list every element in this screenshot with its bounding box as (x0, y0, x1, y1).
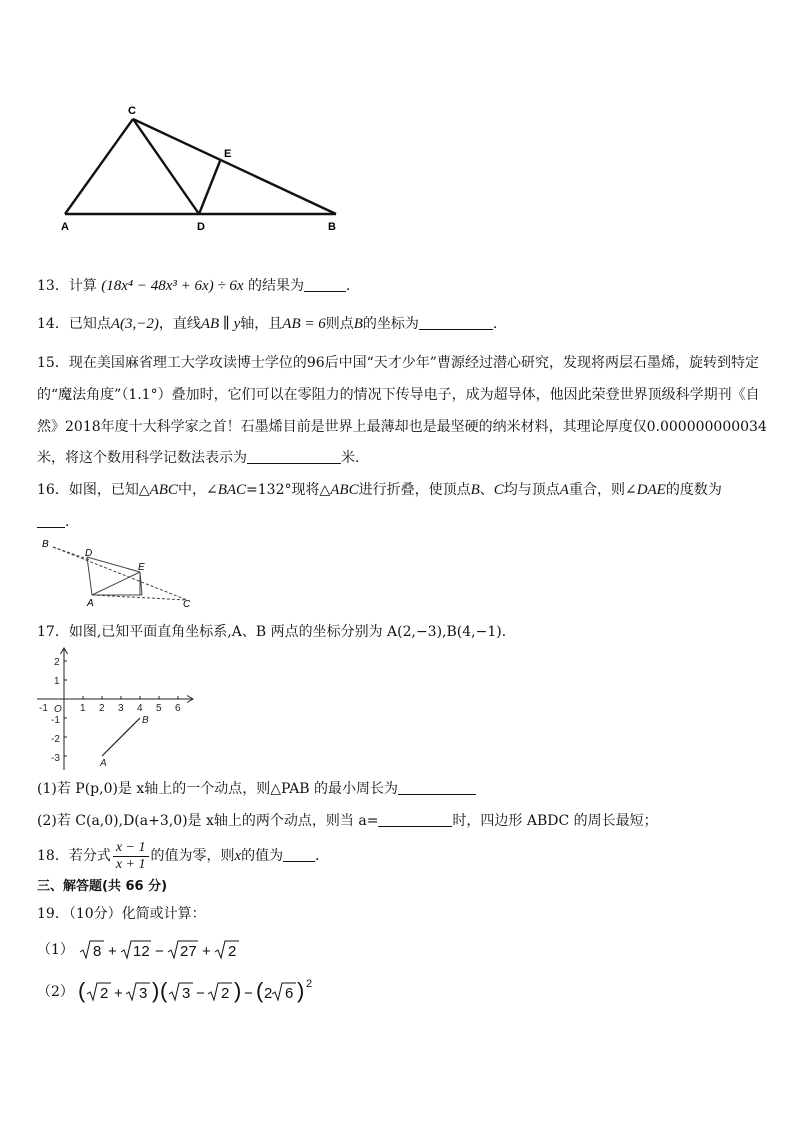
svg-text:3: 3 (182, 985, 191, 1002)
problem-13: 13．计算 (18x⁴ − 48x³ + 6x) ÷ 6x 的结果为 ． (37, 278, 361, 294)
svg-text:+: + (108, 943, 118, 960)
label-c: C (183, 599, 191, 610)
radical-expression-1 (78, 937, 278, 963)
x-tick-label: 3 (118, 703, 124, 714)
label-b: B (42, 539, 49, 550)
label-c: C (128, 105, 136, 117)
problem-17-part-2: (2)若 C(a,0),D(a+3,0)是 x轴上的两个动点，则当 a= 时，四边形 ABDC 的周长最短； (37, 813, 658, 829)
label-a: A (61, 221, 69, 233)
x-tick-label: 2 (99, 703, 105, 714)
section-heading: 三、解答题(共 66 分) (37, 879, 168, 894)
x-tick-label: 6 (175, 703, 181, 714)
svg-text:6: 6 (285, 985, 294, 1002)
y-tick-label: -2 (51, 734, 60, 745)
svg-text:): ) (234, 978, 242, 1003)
svg-text:2: 2 (264, 985, 273, 1002)
expression: (18x⁴ − 48x³ + 6x) ÷ 6x (101, 278, 244, 294)
answer-blank[interactable] (37, 513, 65, 528)
svg-text:2: 2 (100, 985, 109, 1002)
problem-17-part-1: (1)若 P(p,0)是 x轴上的一个动点，则△PAB 的最小周长为 (37, 779, 760, 799)
triangle-figure-abc (55, 100, 355, 235)
problem-16: 16．如图，已知△ABC中，∠BAC=132°现将△ABC进行折叠，使顶点B、C均与顶点A重合，则∠DAE的度数为 (37, 482, 722, 498)
svg-text:−: − (244, 985, 254, 1002)
problem-16-blank-line: ． (37, 512, 760, 532)
svg-text:27: 27 (180, 943, 198, 960)
x-tick-label: 1 (80, 703, 86, 714)
problem-15-line-4: 米，将这个数用科学记数法表示为 米. (37, 450, 360, 466)
fold-figure-abc (37, 535, 197, 610)
svg-text:12: 12 (133, 943, 151, 960)
svg-text:): ) (152, 978, 160, 1003)
x-tick-label: -1 (39, 703, 48, 714)
answer-blank[interactable] (283, 847, 315, 862)
coordinate-plane (35, 645, 200, 775)
svg-text:2: 2 (221, 985, 230, 1002)
fraction: $\frac{x - 1}{x + 1}$ (113, 840, 149, 873)
svg-text:+: + (114, 985, 124, 1002)
svg-text:−: − (196, 985, 206, 1002)
svg-text:(: ( (256, 978, 264, 1003)
x-tick-label: 4 (137, 703, 143, 714)
problem-19-part-2: （2） ( 2 + 3 ) ( 3 − 2 ) − ( 2 6 ) 2 (37, 977, 760, 1007)
problem-18: 18．若分式 $\frac{x - 1}{x + 1}$ 的值为零，则x的值为 ． (37, 839, 330, 872)
y-tick-label: 1 (54, 676, 60, 687)
problem-14: 14．已知点A(3,−2)，直线AB ∥ y轴，且AB = 6则点B的坐标为 . (37, 316, 498, 332)
svg-text:(: ( (78, 978, 86, 1003)
answer-blank[interactable] (378, 812, 452, 827)
label-d: D (85, 548, 93, 559)
answer-blank[interactable] (304, 277, 346, 292)
y-tick-label: 2 (54, 657, 60, 668)
label-b: B (328, 221, 336, 233)
x-tick-label: 5 (156, 703, 162, 714)
label-e: E (224, 148, 232, 160)
y-tick-label: -3 (51, 753, 60, 764)
problem-15-line-1: 15．现在美国麻省理工大学攻读博士学位的96后中国“天才少年”曹源经过潜心研究，发现将两层石墨烯，旋转到特定 (37, 355, 759, 371)
label-a: A (87, 598, 94, 609)
origin-label: O (54, 704, 62, 715)
svg-text:): ) (297, 978, 305, 1003)
svg-text:8: 8 (93, 943, 102, 960)
problem-15-line-3: 然》2018年度十大科学家之首！石墨烯目前是世界上最薄却也是最坚硬的纳米材料，其理论厚度仅0.000000000034 (37, 419, 767, 435)
point-b-label: B (142, 715, 149, 726)
answer-blank[interactable] (419, 315, 493, 330)
y-tick-label: -1 (51, 715, 60, 726)
point-a-label: A (100, 758, 107, 769)
svg-text:(: ( (160, 978, 168, 1003)
problem-15-line-2: 的“魔法角度”（1.1°）叠加时，它们可以在零阻力的情况下传导电子，成为超导体，他因此荣登世界顶级科学期刊《自 (37, 387, 760, 403)
svg-text:−: − (155, 943, 165, 960)
svg-text:2: 2 (306, 978, 313, 990)
problem-19-part-1: （1） 8 + 12 − 27 + 2 (37, 937, 760, 963)
label-e: E (138, 562, 145, 573)
answer-blank[interactable] (247, 449, 341, 464)
svg-text:2: 2 (228, 943, 237, 960)
svg-text:+: + (202, 943, 212, 960)
svg-text:3: 3 (139, 985, 148, 1002)
label-d: D (197, 221, 205, 233)
answer-blank[interactable] (398, 780, 476, 795)
problem-19: 19．（10分）化简或计算： (37, 906, 206, 922)
radical-expression-2 (78, 977, 318, 1007)
problem-17: 17．如图,已知平面直角坐标系,A、B 两点的坐标分别为 A(2,−3),B(4,−1)． (37, 624, 516, 640)
